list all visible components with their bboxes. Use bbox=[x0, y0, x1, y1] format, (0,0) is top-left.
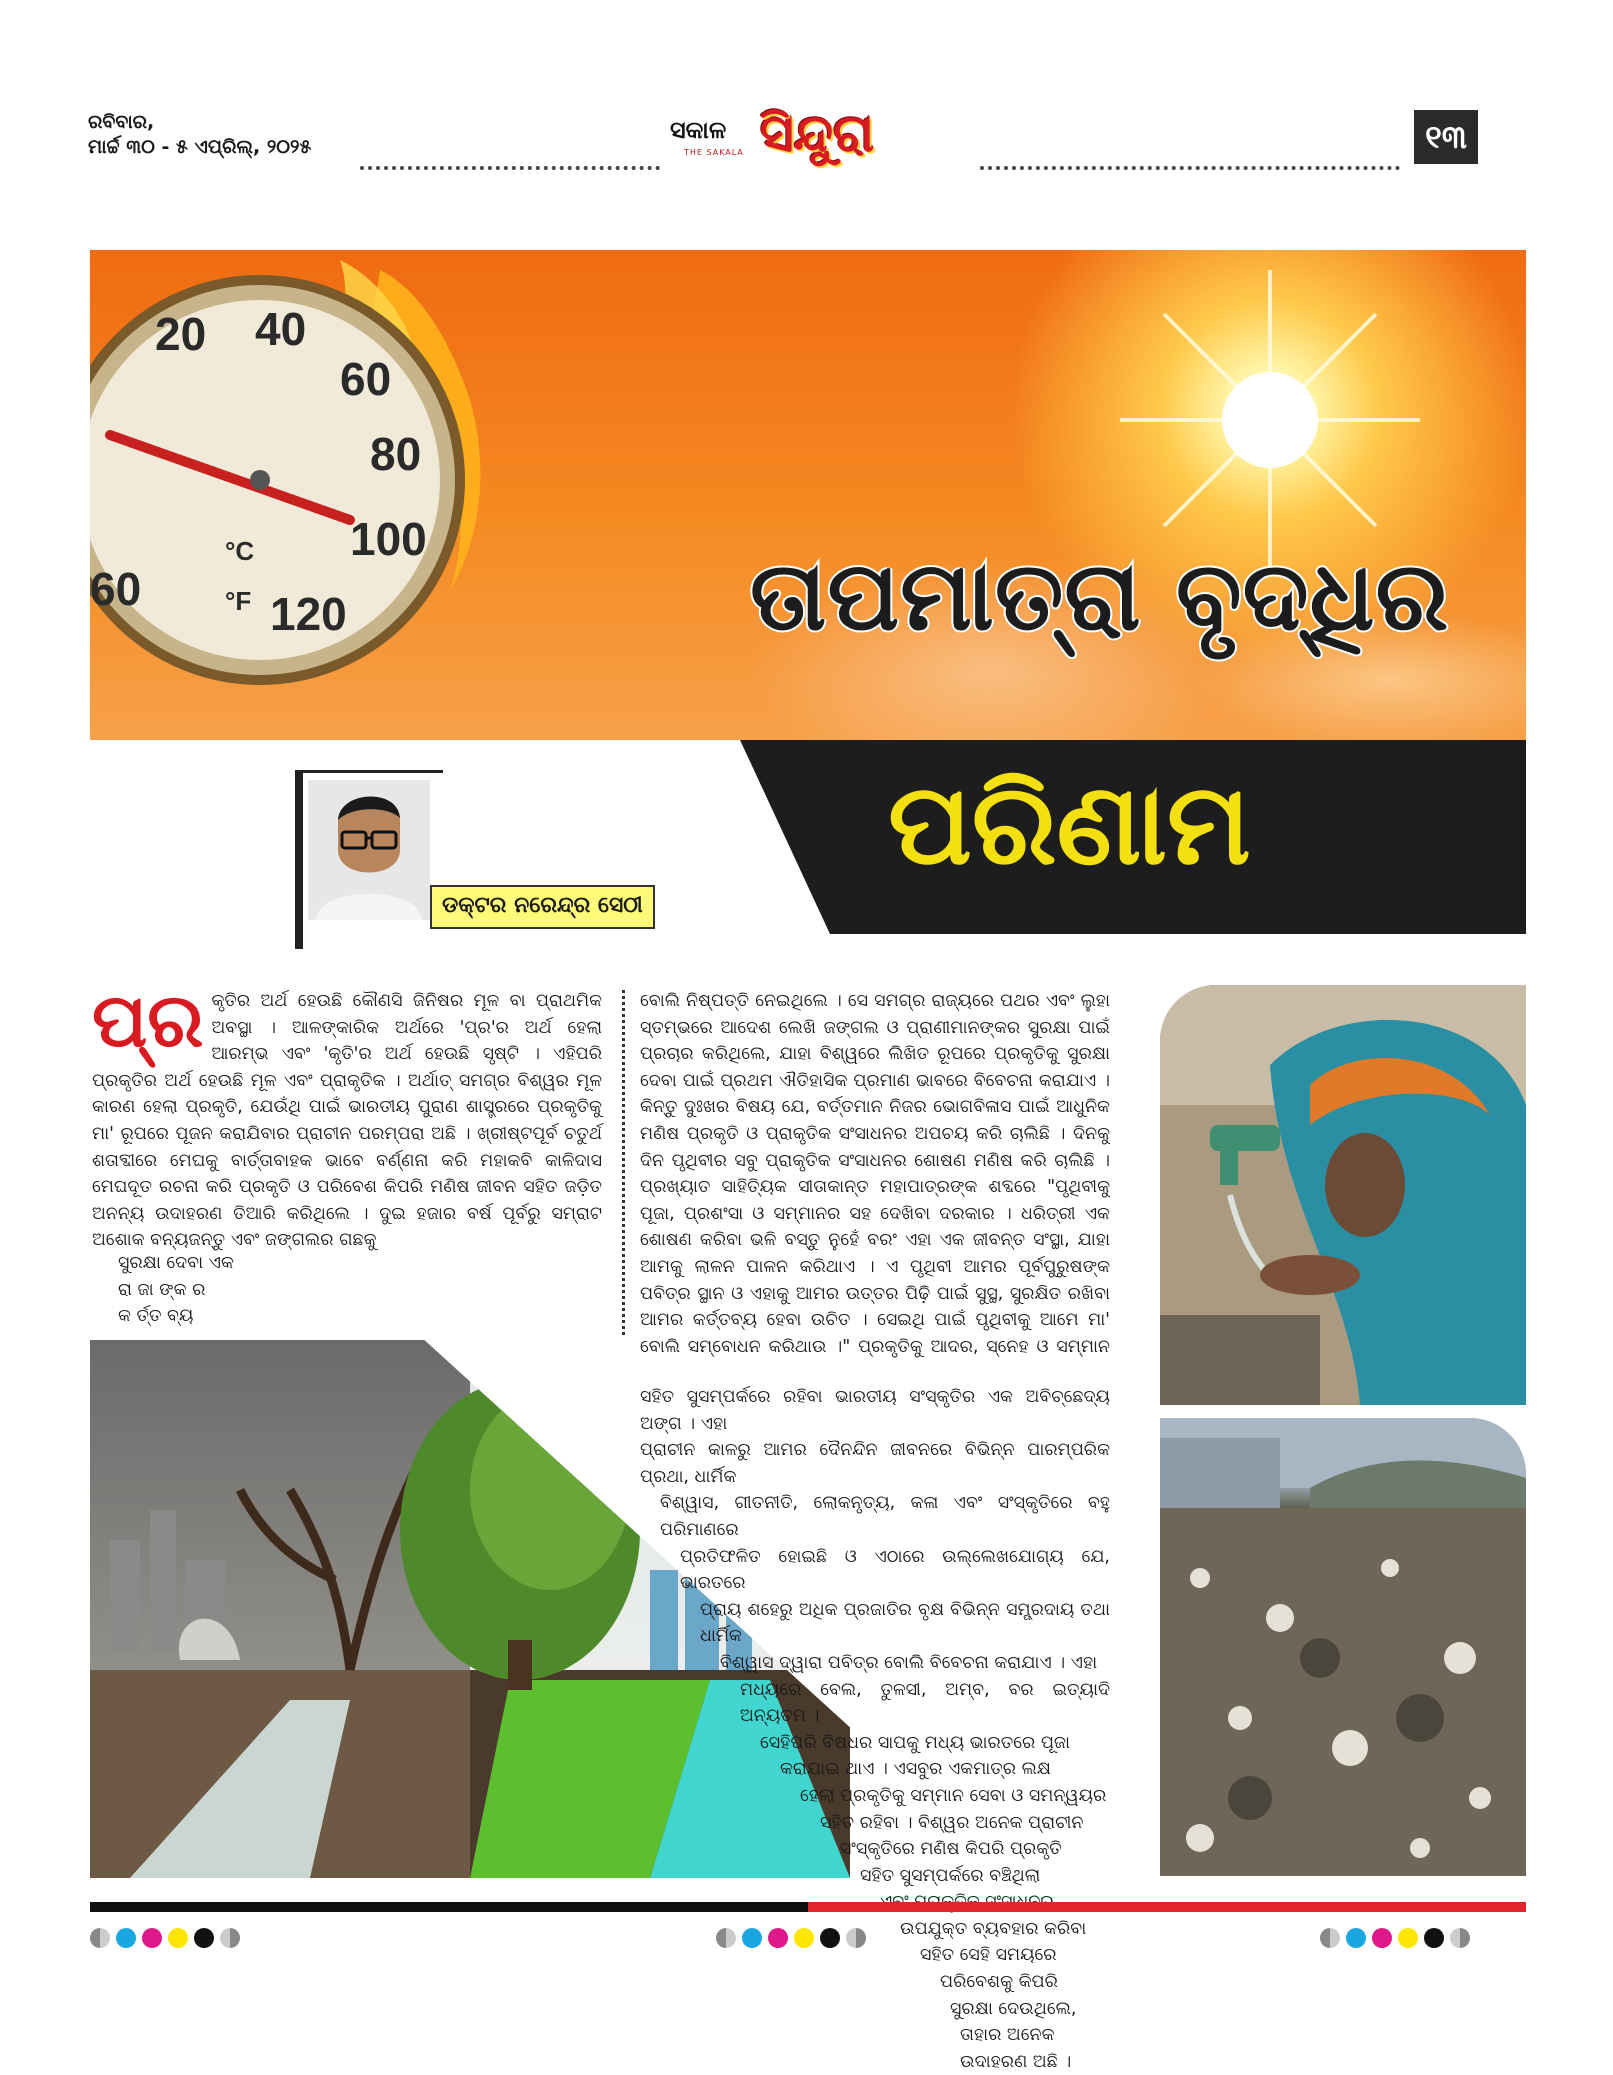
gauge-label-40: 40 bbox=[255, 303, 307, 355]
sun-rays-icon bbox=[1100, 250, 1440, 590]
author-photo bbox=[308, 780, 430, 920]
brand-tagline: THE SAKALA bbox=[684, 148, 744, 157]
tail-line-2: ରା ଜା ଙ୍କ ର bbox=[118, 1279, 206, 1300]
hero-banner bbox=[90, 250, 1526, 740]
shaped-line: ସୁରକ୍ଷା ଦେଉଥିଲେ, bbox=[950, 1998, 1077, 2019]
shaped-line: ପ୍ରତିଫଳିତ ହୋଇଛି ଓ ଏଠାରେ ଉଲ୍ଲେଖଯୋଗ୍ୟ ଯେ, ଭାରତରେ bbox=[680, 1546, 1110, 1594]
shaped-line: ଉପଯୁକ୍ତ ବ୍ୟବହାର କରିବା bbox=[900, 1918, 1087, 1939]
gauge-label-80: 80 bbox=[370, 428, 422, 480]
shaped-line: ସେହିପରି ବିଷଧର ସାପକୁ ମଧ୍ୟ ଭାରତରେ ପୂଜା bbox=[760, 1732, 1071, 1753]
headline-line-2: ପରିଣାମ bbox=[888, 760, 1251, 890]
shaped-line: ପ୍ରାଚୀନ କାଳରୁ ଆମର ଦୈନନ୍ଦିନ ଜୀବନରେ ବିଭିନ୍ନ ପାରମ୍ପରିକ ପ୍ରଥା, ଧାର୍ମିକ bbox=[640, 1440, 1110, 1487]
shaped-line: ସହିତ ସୁସମ୍ପର୍କରେ ରହିବା ଭାରତୀୟ ସଂସ୍କୃତିର ଏକ ଅବିଚ୍ଛେଦ୍ୟ ଅଙ୍ଗ । ଏହା bbox=[640, 1387, 1110, 1434]
shaped-line: ହେଲା ପ୍ରକୃତିକୁ ସମ୍ମାନ ସେବା ଓ ସମନ୍ୱୟର bbox=[800, 1785, 1107, 1806]
gauge-label-20: 20 bbox=[155, 308, 207, 360]
author-portrait-icon bbox=[308, 780, 430, 920]
dropcap: ପ୍ର bbox=[92, 978, 204, 1064]
gauge-label-60: 60 bbox=[340, 353, 392, 405]
shaped-line: ମଧ୍ୟରେ ବେଲ, ତୁଳସୀ, ଅମ୍ବ, ବର ଇତ୍ୟାଦି ଅନ୍ୟତମ । bbox=[740, 1679, 1110, 1727]
issue-day: ରବିବାର, bbox=[88, 111, 155, 133]
gauge-label-100: 100 bbox=[350, 513, 427, 565]
shaped-line: ପ୍ରାୟ ଶହେରୁ ଅଧିକ ପ୍ରଜାତିର ବୃକ୍ଷ ବିଭିନ୍ନ ସମ୍ପ୍ରଦାୟ ତଥା ଧାର୍ମିକ bbox=[700, 1599, 1110, 1647]
column-divider bbox=[622, 990, 625, 1335]
issue-date bbox=[88, 110, 348, 160]
shaped-line: ତାହାର ଅନେକ bbox=[960, 2025, 1055, 2046]
shaped-line: ସଂସ୍କୃତିରେ ମଣିଷ କିପରି ପ୍ରକୃତି bbox=[840, 1839, 1062, 1860]
shaped-line: ସହିତ ସୁସମ୍ପର୍କରେ ବଞ୍ଚିଥିଲା bbox=[860, 1865, 1041, 1886]
article-column-2 bbox=[640, 988, 1110, 1360]
shaped-line: ଉଦାହରଣ ଅଛି । bbox=[960, 2051, 1072, 2072]
thermometer-gauge-icon bbox=[90, 270, 470, 690]
shaped-line: ସହିତ ସେହି ସମୟରେ bbox=[920, 1945, 1057, 1966]
garbage-dump-photo bbox=[1160, 1418, 1526, 1876]
color-registration-marks-left bbox=[90, 1928, 240, 1948]
headline-line-1: ତାପମାତ୍ରା ବୃଦ୍ଧିର bbox=[750, 540, 1450, 652]
tail-line-3: କ ର୍ତ୍ତ ବ୍ୟ bbox=[118, 1306, 194, 1327]
page-number: ୧୩ bbox=[1414, 110, 1478, 164]
color-registration-marks-center bbox=[716, 1928, 866, 1948]
color-registration-marks-right bbox=[1320, 1928, 1470, 1948]
masthead-logo bbox=[670, 104, 960, 190]
article-column-1-text: କୃତିର ଅର୍ଥ ହେଉଛି କୌଣସି ଜିନିଷର ମୂଳ ବା ପ୍ରାଥମିକ ଅବସ୍ଥା । ଆଳଙ୍କାରିକ ଅର୍ଥରେ 'ପ୍ର'ର ଅର୍ଥ ହେଲା ଆରମ୍ଭ ଏବଂ 'କୃତି'ର ଅର୍ଥ ହେଉଛି ସୃଷ୍ଟି । ଏହିପରି ପ୍ରକୃତିର ଅର୍ଥ ହେଉଛି ମୂଳ ଏବଂ ପ୍ରାକୃତିକ । ଅର୍ଥାତ୍ ସମଗ୍ର ବିଶ୍ୱର ମୂଳ କାରଣ ହେଲା ପ୍ରକୃତି, ଯେଉଁଥି ପାଇଁ ଭାରତୀୟ ପୁରାଣ ଶାସ୍ତ୍ରରେ ପ୍ରକୃତିକୁ ମା' ରୂପରେ ପୂଜନ କରାଯିବାର ପ୍ରାଚୀନ ପରମ୍ପରା ଅଛି । ଖ୍ରୀଷ୍ଟପୂର୍ବ ଚତୁର୍ଥ ଶତାବ୍ଦୀରେ ମେଘକୁ ବାର୍ତ୍ତାବାହକ ଭାବେ ବର୍ଣ୍ଣନା କରି ମହାକବି କାଳିଦାସ ମେଘଦୂତ ରଚନା କରି ପ୍ରକୃତି ଓ ପରିବେଶ କିପରି ମଣିଷ ଜୀବନ ସହିତ ଜଡ଼ିତ ଅନନ୍ୟ ଉଦାହରଣ ତିଆରି କରିଥିଲେ । ଦୁଇ ହଜାର ବର୍ଷ ପୂର୍ବରୁ ସମ୍ରାଟ ଅଶୋକ ବନ୍ୟଜନ୍ତୁ ଏବଂ ଜଙ୍ଗଲର ଗଛକୁ bbox=[92, 991, 602, 1251]
woman-drinking-water-photo bbox=[1160, 985, 1526, 1405]
gauge-label-120: 120 bbox=[270, 588, 347, 640]
shaped-line: ସହିତ ରହିବା । ବିଶ୍ୱର ଅନେକ ପ୍ରାଚୀନ bbox=[820, 1812, 1084, 1833]
header-rule-left bbox=[360, 166, 660, 170]
header-rule-right bbox=[980, 166, 1400, 170]
article-column-1 bbox=[92, 978, 602, 1254]
supplement-title: ସିନ୍ଦୁରା bbox=[760, 104, 875, 164]
author-byline: ଡକ୍ଟର ନରେନ୍ଦ୍ର ସେଠୀ bbox=[430, 885, 655, 929]
shaped-line: ପରିବେଶକୁ କିପରି bbox=[940, 1972, 1058, 1993]
issue-date-range: ମାର୍ଚ୍ଚ ୩୦ - ୫ ଏପ୍ରିଲ୍, ୨୦୨୫ bbox=[88, 136, 312, 158]
woman-drinking-water-illustration bbox=[1160, 985, 1526, 1405]
shaped-line: ବିଶ୍ୱାସ, ଗୀତନୀତି, ଲୋକନୃତ୍ୟ, କଳା ଏବଂ ସଂସ୍କୃତିରେ ବହୁ ପରିମାଣରେ bbox=[660, 1493, 1110, 1540]
garbage-dump-illustration bbox=[1160, 1418, 1526, 1876]
brand-name: ସକାଳ bbox=[670, 116, 727, 144]
footer-bar bbox=[90, 1902, 1526, 1912]
article-column-2-text: ବୋଲି ନିଷ୍ପତ୍ତି ନେଇଥିଲେ । ସେ ସମଗ୍ର ରାଜ୍ୟରେ ପଥର ଏବଂ ଲୁହା ସ୍ତମ୍ଭରେ ଆଦେଶ ଲେଖି ଜଙ୍ଗଲ ଓ ପ୍ରାଣୀମାନଙ୍କର ସୁରକ୍ଷା ପାଇଁ ପ୍ରଚାର କରିଥିଲେ, ଯାହା ବିଶ୍ୱରେ ଲିଖିତ ରୂପରେ ପ୍ରକୃତିକୁ ସୁରକ୍ଷା ଦେବା ପାଇଁ ପ୍ରଥମ ଐତିହାସିକ ପ୍ରମାଣ ଭାବରେ ବିବେଚନା କରାଯାଏ । କିନ୍ତୁ ଦୁଃଖର ବିଷୟ ଯେ, ବର୍ତ୍ତମାନ ନିଜର ଭୋଗବିଳାସ ପାଇଁ ଆଧୁନିକ ମଣିଷ ପ୍ରକୃତି ଓ ପ୍ରାକୃତିକ ସଂସାଧନର ଅପଚୟ କରି ଚାଲିଛି । ଦିନକୁ ଦିନ ପୃଥିବୀର ସବୁ ପ୍ରାକୃତିକ ସଂସାଧନର ଶୋଷଣ ମଣିଷ କରି ଚାଲିଛି । ପ୍ରଖ୍ୟାତ ସାହିତ୍ୟିକ ସୀତାକାନ୍ତ ମହାପାତ୍ରଙ୍କ ଶବ୍ଦରେ "ପୃଥିବୀକୁ ପୂଜା, ପ୍ରଶଂସା ଓ ସମ୍ମାନର ସହ ଦେଖିବା ଦରକାର । ଧରିତ୍ରୀ ଏକ ଶୋଷଣ କରିବା ଭଳି ବସ୍ତୁ ନୁହେଁ ବରଂ ଏହା ଏକ ଜୀବନ୍ତ ସଂସ୍ଥା, ଯାହା ଆମକୁ ଲାଳନ ପାଳନ କରିଥାଏ । ଏ ପୃଥିବୀ ଆମର ପୂର୍ବପୁରୁଷଙ୍କ ପବିତ୍ର ସ୍ଥାନ ଓ ଏହାକୁ ଆମର ଉତ୍ତର ପିଢ଼ି ପାଇଁ ସୁସ୍ଥ, ସୁରକ୍ଷିତ ରଖିବା ଆମର କର୍ତ୍ତବ୍ୟ ହେବା ଉଚିତ । ସେଇଥି ପାଇଁ ପୃଥିବୀକୁ ଆମେ ମା' ବୋଲି ସମ୍ବୋଧନ କରିଥାଉ ।" ପ୍ରକୃତିକୁ ଆଦର, ସ୍ନେହ ଓ ସମ୍ମାନ bbox=[640, 991, 1110, 1357]
shaped-line: ବିଶ୍ୱାସ ଦ୍ୱାରା ପବିତ୍ର ବୋଲି ବିବେଚନା କରାଯାଏ । ଏହା bbox=[720, 1652, 1098, 1673]
article-column-2-continued bbox=[560, 1384, 1110, 2075]
shaped-line: କରାଯାଇ ଥାଏ । ଏସବୁର ଏକମାତ୍ର ଲକ୍ଷ bbox=[780, 1759, 1051, 1780]
gauge-unit-c: °C bbox=[225, 536, 255, 566]
tail-line-1: ସୁରକ୍ଷା ଦେବା ଏକ bbox=[118, 1253, 234, 1273]
gauge-label-60-left: 60 bbox=[90, 563, 142, 615]
gauge-unit-f: °F bbox=[225, 586, 252, 616]
article-column-1-tail bbox=[118, 1250, 338, 1330]
